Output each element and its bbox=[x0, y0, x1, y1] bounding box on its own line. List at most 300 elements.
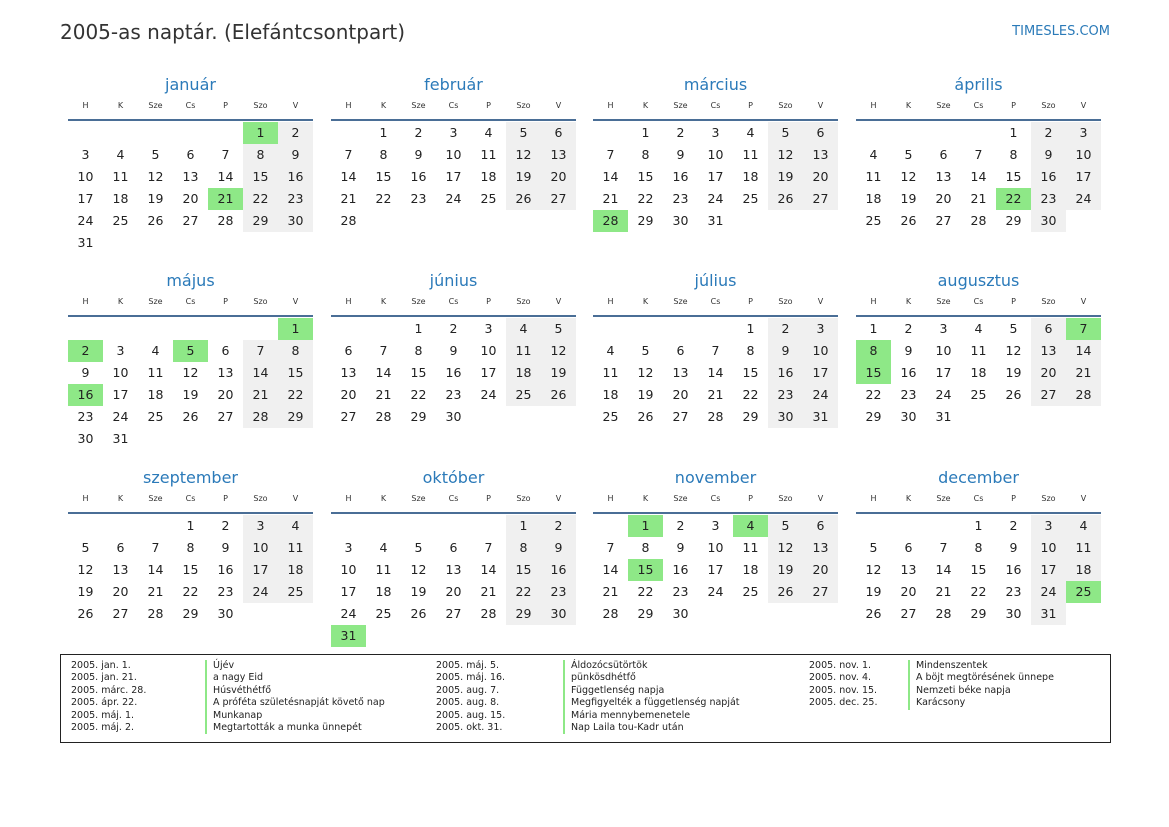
holiday-row bbox=[809, 660, 1054, 672]
weekday-label: V bbox=[1080, 101, 1087, 110]
empty-cell bbox=[208, 318, 243, 340]
month-name: augusztus bbox=[937, 271, 1020, 290]
calendar-day: 13 bbox=[672, 365, 689, 380]
calendar-day: 19 bbox=[77, 584, 94, 599]
weekend-day: 30 bbox=[541, 603, 576, 625]
weekend-day: 9 bbox=[1031, 144, 1066, 166]
empty-cell bbox=[208, 428, 243, 450]
weekday-label: K bbox=[905, 101, 912, 110]
week-row bbox=[593, 559, 838, 581]
site-link[interactable]: TIMESLES.COM bbox=[1012, 24, 1110, 39]
week-row bbox=[331, 384, 576, 406]
weekend-day: 9 bbox=[768, 340, 803, 362]
weekday-label: Cs bbox=[973, 101, 984, 110]
weekday-label: Szo bbox=[516, 101, 531, 110]
weekday-label: V bbox=[817, 101, 824, 110]
calendar-day: 10 bbox=[935, 343, 952, 358]
calendar-day: 19 bbox=[182, 387, 199, 402]
calendar-day: 22 bbox=[410, 387, 427, 402]
weekday-label: Sze bbox=[936, 101, 951, 110]
calendar-day: 14 bbox=[602, 169, 619, 184]
empty-cell bbox=[593, 318, 628, 340]
calendar-day: 2 bbox=[904, 321, 913, 336]
calendar-day: 5 bbox=[904, 147, 913, 162]
calendar-day: 1 bbox=[414, 321, 423, 336]
header-rule bbox=[856, 315, 1101, 317]
weekend-day: 8 bbox=[506, 537, 541, 559]
calendar-day: 26 bbox=[77, 606, 94, 621]
calendar-day: 2 bbox=[676, 518, 685, 533]
calendar-day: 14 bbox=[147, 562, 164, 577]
week-row bbox=[856, 210, 1101, 232]
month-szeptember bbox=[68, 467, 313, 625]
holiday-name: Megfigyelték a függetlenség napját bbox=[563, 697, 740, 709]
calendar-day: 27 bbox=[340, 409, 357, 424]
weekend-day: 31 bbox=[803, 406, 838, 428]
weekday-label: Szo bbox=[778, 101, 793, 110]
weekday-label: H bbox=[870, 494, 877, 503]
calendar-day: 16 bbox=[672, 562, 689, 577]
calendar-day: 20 bbox=[900, 584, 917, 599]
calendar-day: 4 bbox=[606, 343, 615, 358]
weekend-day: 30 bbox=[278, 210, 313, 232]
weekday-label: V bbox=[292, 494, 299, 503]
holiday-name: A próféta születésnapját követő nap bbox=[205, 697, 385, 709]
weekday-header bbox=[593, 99, 838, 119]
weekend-day: 27 bbox=[541, 188, 576, 210]
calendar-day: 2 bbox=[676, 125, 685, 140]
week-row bbox=[593, 603, 838, 625]
weekend-day: 24 bbox=[243, 581, 278, 603]
weekend-day: 6 bbox=[803, 515, 838, 537]
empty-cell bbox=[68, 122, 103, 144]
weekday-label: Szo bbox=[253, 101, 268, 110]
weekend-day: 2 bbox=[1031, 122, 1066, 144]
week-row bbox=[331, 603, 576, 625]
empty-cell bbox=[138, 122, 173, 144]
weekday-label: K bbox=[117, 494, 124, 503]
calendar-day: 25 bbox=[480, 191, 497, 206]
calendar-day: 23 bbox=[410, 191, 427, 206]
calendar-day: 10 bbox=[445, 147, 462, 162]
calendar-day: 14 bbox=[935, 562, 952, 577]
week-row bbox=[593, 122, 838, 144]
weekday-label: Sze bbox=[673, 101, 688, 110]
calendar-day: 24 bbox=[480, 387, 497, 402]
empty-cell bbox=[436, 515, 471, 537]
weekend-day: 13 bbox=[541, 144, 576, 166]
weekday-label: Szo bbox=[1041, 101, 1056, 110]
weekend-day: 22 bbox=[278, 384, 313, 406]
weekday-label: Szo bbox=[1041, 297, 1056, 306]
weekend-day: 15 bbox=[278, 362, 313, 384]
weekday-label: K bbox=[380, 101, 387, 110]
holiday-day: 8 bbox=[856, 340, 891, 362]
month-május bbox=[68, 270, 313, 450]
week-row bbox=[856, 340, 1101, 362]
weekend-day: 26 bbox=[541, 384, 576, 406]
calendar-day: 9 bbox=[81, 365, 90, 380]
weekend-day: 11 bbox=[278, 537, 313, 559]
calendar-day: 26 bbox=[147, 213, 164, 228]
weekend-day: 19 bbox=[768, 559, 803, 581]
calendar-day: 18 bbox=[970, 365, 987, 380]
calendar-day: 18 bbox=[112, 191, 129, 206]
calendar-day: 4 bbox=[974, 321, 983, 336]
holiday-day: 31 bbox=[331, 625, 366, 647]
weekend-day: 10 bbox=[1031, 537, 1066, 559]
calendar-day: 5 bbox=[414, 540, 423, 555]
calendar-day: 29 bbox=[742, 409, 759, 424]
weekday-label: H bbox=[607, 297, 614, 306]
calendar-day: 31 bbox=[707, 213, 724, 228]
calendar-day: 9 bbox=[676, 147, 685, 162]
week-row bbox=[331, 166, 576, 188]
week-row bbox=[331, 188, 576, 210]
calendar-day: 8 bbox=[414, 343, 423, 358]
calendar-day: 6 bbox=[116, 540, 125, 555]
calendar-day: 27 bbox=[182, 213, 199, 228]
week-row bbox=[856, 603, 1101, 625]
calendar-day: 3 bbox=[484, 321, 493, 336]
calendar-day: 11 bbox=[742, 147, 759, 162]
calendar-day: 15 bbox=[742, 365, 759, 380]
calendar-day: 30 bbox=[1005, 606, 1022, 621]
holiday-day: 22 bbox=[996, 188, 1031, 210]
calendar-day: 30 bbox=[445, 409, 462, 424]
week-row bbox=[68, 144, 313, 166]
calendar-day: 13 bbox=[217, 365, 234, 380]
empty-cell bbox=[541, 406, 576, 428]
calendar-day: 17 bbox=[480, 365, 497, 380]
empty-cell bbox=[331, 122, 366, 144]
calendar-day: 7 bbox=[484, 540, 493, 555]
month-július bbox=[593, 270, 838, 428]
calendar-day: 1 bbox=[746, 321, 755, 336]
weekend-day: 2 bbox=[768, 318, 803, 340]
weekend-day: 29 bbox=[506, 603, 541, 625]
week-row bbox=[331, 340, 576, 362]
weekend-day: 13 bbox=[803, 537, 838, 559]
weekday-label: V bbox=[1080, 297, 1087, 306]
holiday-name: Mária mennybemenetele bbox=[563, 710, 690, 722]
holiday-date: 2005. jan. 21. bbox=[71, 672, 137, 684]
holiday-name: Megtartották a munka ünnepét bbox=[205, 722, 362, 734]
calendar-day: 24 bbox=[445, 191, 462, 206]
weekend-day: 8 bbox=[243, 144, 278, 166]
empty-cell bbox=[436, 625, 471, 647]
calendar-day: 8 bbox=[379, 147, 388, 162]
weekend-day: 29 bbox=[243, 210, 278, 232]
holiday-day: 25 bbox=[1066, 581, 1101, 603]
calendar-day: 11 bbox=[742, 540, 759, 555]
weekend-day: 24 bbox=[1066, 188, 1101, 210]
calendar-day: 26 bbox=[182, 409, 199, 424]
calendar-day: 19 bbox=[900, 191, 917, 206]
calendar-day: 15 bbox=[1005, 169, 1022, 184]
empty-cell bbox=[138, 515, 173, 537]
weekday-label: Sze bbox=[148, 101, 163, 110]
calendar-day: 28 bbox=[375, 409, 392, 424]
calendar-day: 6 bbox=[186, 147, 195, 162]
header-rule bbox=[68, 512, 313, 514]
holiday-name: Munkanap bbox=[205, 710, 262, 722]
calendar-day: 22 bbox=[182, 584, 199, 599]
weekend-day: 17 bbox=[803, 362, 838, 384]
weekday-label: Szo bbox=[253, 297, 268, 306]
empty-cell bbox=[68, 515, 103, 537]
weekend-day: 23 bbox=[768, 384, 803, 406]
calendar-day: 6 bbox=[344, 343, 353, 358]
holiday-name: a nagy Eid bbox=[205, 672, 263, 684]
empty-cell bbox=[1031, 406, 1066, 428]
calendar-day: 12 bbox=[865, 562, 882, 577]
weekend-day: 26 bbox=[768, 581, 803, 603]
empty-cell bbox=[138, 428, 173, 450]
calendar-day: 13 bbox=[182, 169, 199, 184]
calendar-day: 2 bbox=[1009, 518, 1018, 533]
calendar-day: 7 bbox=[711, 343, 720, 358]
weekday-label: Cs bbox=[448, 297, 459, 306]
weekday-label: K bbox=[380, 494, 387, 503]
calendar-day: 25 bbox=[970, 387, 987, 402]
empty-cell bbox=[366, 625, 401, 647]
weekday-label: Sze bbox=[673, 494, 688, 503]
holiday-row bbox=[71, 660, 385, 672]
calendar-day: 6 bbox=[904, 540, 913, 555]
weekday-label: H bbox=[607, 101, 614, 110]
weekend-day: 12 bbox=[768, 537, 803, 559]
calendar-day: 1 bbox=[1009, 125, 1018, 140]
month-name: február bbox=[424, 75, 483, 94]
empty-cell bbox=[103, 515, 138, 537]
holiday-row bbox=[436, 722, 740, 734]
page-title: 2005-as naptár. (Elefántcsontpart) bbox=[60, 20, 406, 44]
weekend-day: 25 bbox=[506, 384, 541, 406]
calendar-day: 29 bbox=[970, 606, 987, 621]
empty-cell bbox=[173, 232, 208, 254]
weekend-day: 22 bbox=[243, 188, 278, 210]
calendar-day: 28 bbox=[970, 213, 987, 228]
calendar-day: 10 bbox=[707, 540, 724, 555]
holiday-date: 2005. aug. 7. bbox=[436, 684, 500, 696]
holiday-day: 1 bbox=[628, 515, 663, 537]
calendar-day: 16 bbox=[672, 169, 689, 184]
calendar-day: 1 bbox=[869, 321, 878, 336]
weekend-day: 12 bbox=[541, 340, 576, 362]
weekday-label: Sze bbox=[411, 297, 426, 306]
week-row bbox=[331, 581, 576, 603]
weekday-label: Cs bbox=[185, 101, 196, 110]
weekend-day: 17 bbox=[1031, 559, 1066, 581]
weekday-label: V bbox=[817, 297, 824, 306]
calendar-day: 14 bbox=[480, 562, 497, 577]
weekday-label: H bbox=[345, 297, 352, 306]
week-row bbox=[593, 340, 838, 362]
calendar-day: 24 bbox=[707, 191, 724, 206]
holiday-day: 5 bbox=[173, 340, 208, 362]
month-április bbox=[856, 74, 1101, 232]
week-row bbox=[856, 581, 1101, 603]
calendar-day: 11 bbox=[865, 169, 882, 184]
calendar-day: 7 bbox=[939, 540, 948, 555]
calendar-day: 5 bbox=[81, 540, 90, 555]
empty-cell bbox=[436, 210, 471, 232]
week-row bbox=[68, 340, 313, 362]
month-december bbox=[856, 467, 1101, 625]
weekday-label: Cs bbox=[973, 494, 984, 503]
weekday-label: H bbox=[82, 297, 89, 306]
weekday-label: Sze bbox=[148, 297, 163, 306]
calendar-day: 14 bbox=[217, 169, 234, 184]
week-row bbox=[68, 603, 313, 625]
weekend-day: 18 bbox=[278, 559, 313, 581]
weekend-day: 27 bbox=[803, 188, 838, 210]
week-row bbox=[331, 122, 576, 144]
holiday-day: 21 bbox=[208, 188, 243, 210]
weekend-day: 3 bbox=[243, 515, 278, 537]
calendar-day: 9 bbox=[676, 540, 685, 555]
calendar-day: 12 bbox=[637, 365, 654, 380]
empty-cell bbox=[401, 515, 436, 537]
week-row bbox=[68, 515, 313, 537]
calendar-day: 27 bbox=[217, 409, 234, 424]
calendar-day: 23 bbox=[1005, 584, 1022, 599]
empty-cell bbox=[961, 406, 996, 428]
week-row bbox=[856, 188, 1101, 210]
weekday-header bbox=[68, 295, 313, 315]
holiday-name: Áldozócsütörtök bbox=[563, 660, 647, 672]
weekday-label: Sze bbox=[936, 297, 951, 306]
holiday-date: 2005. okt. 31. bbox=[436, 721, 503, 733]
week-row bbox=[68, 122, 313, 144]
calendar-day: 31 bbox=[935, 409, 952, 424]
calendar-day: 26 bbox=[637, 409, 654, 424]
week-row bbox=[331, 144, 576, 166]
calendar-day: 27 bbox=[900, 606, 917, 621]
weekend-day: 12 bbox=[768, 144, 803, 166]
calendar-day: 21 bbox=[340, 191, 357, 206]
month-name: december bbox=[938, 468, 1019, 487]
calendar-day: 10 bbox=[77, 169, 94, 184]
calendar-day: 25 bbox=[865, 213, 882, 228]
calendar-day: 24 bbox=[935, 387, 952, 402]
weekend-day: 16 bbox=[768, 362, 803, 384]
calendar-day: 27 bbox=[672, 409, 689, 424]
holiday-day: 4 bbox=[733, 515, 768, 537]
empty-cell bbox=[366, 210, 401, 232]
weekday-label: H bbox=[82, 494, 89, 503]
month-február bbox=[331, 74, 576, 232]
weekend-day: 20 bbox=[1031, 362, 1066, 384]
week-row bbox=[68, 428, 313, 450]
calendar-day: 12 bbox=[900, 169, 917, 184]
calendar-day: 3 bbox=[449, 125, 458, 140]
holiday-day: 16 bbox=[68, 384, 103, 406]
week-row bbox=[856, 406, 1101, 428]
empty-cell bbox=[663, 318, 698, 340]
calendar-day: 20 bbox=[182, 191, 199, 206]
calendar-day: 5 bbox=[1009, 321, 1018, 336]
weekday-label: V bbox=[817, 494, 824, 503]
calendar-day: 11 bbox=[480, 147, 497, 162]
holiday-name: A böjt megtörésének ünnepe bbox=[908, 672, 1054, 684]
calendar-day: 21 bbox=[602, 191, 619, 206]
calendar-day: 18 bbox=[375, 584, 392, 599]
empty-cell bbox=[243, 232, 278, 254]
weekend-day: 30 bbox=[768, 406, 803, 428]
week-row bbox=[856, 515, 1101, 537]
week-row bbox=[68, 362, 313, 384]
calendar-day: 12 bbox=[410, 562, 427, 577]
calendar-day: 28 bbox=[480, 606, 497, 621]
weekend-day: 23 bbox=[278, 188, 313, 210]
empty-cell bbox=[68, 318, 103, 340]
calendar-day: 3 bbox=[939, 321, 948, 336]
calendar-day: 14 bbox=[375, 365, 392, 380]
calendar-day: 3 bbox=[711, 518, 720, 533]
empty-cell bbox=[768, 210, 803, 232]
calendar-day: 21 bbox=[147, 584, 164, 599]
holiday-name: Mindenszentek bbox=[908, 660, 988, 672]
month-name: november bbox=[674, 468, 757, 487]
calendar-day: 29 bbox=[865, 409, 882, 424]
week-row bbox=[593, 144, 838, 166]
weekend-day: 4 bbox=[278, 515, 313, 537]
calendar-day: 3 bbox=[711, 125, 720, 140]
weekend-day: 13 bbox=[1031, 340, 1066, 362]
calendar-day: 21 bbox=[375, 387, 392, 402]
empty-cell bbox=[173, 318, 208, 340]
week-row bbox=[856, 384, 1101, 406]
calendar-day: 4 bbox=[151, 343, 160, 358]
weekend-day: 19 bbox=[506, 166, 541, 188]
calendar-day: 15 bbox=[410, 365, 427, 380]
weekday-label: Szo bbox=[516, 297, 531, 306]
weekday-label: K bbox=[117, 297, 124, 306]
month-name: március bbox=[683, 75, 748, 94]
calendar-day: 8 bbox=[1009, 147, 1018, 162]
calendar-day: 22 bbox=[742, 387, 759, 402]
calendar-day: 23 bbox=[445, 387, 462, 402]
empty-cell bbox=[856, 515, 891, 537]
weekday-label: Cs bbox=[710, 297, 721, 306]
weekday-label: P bbox=[223, 297, 228, 306]
weekend-day: 25 bbox=[278, 581, 313, 603]
weekday-label: V bbox=[1080, 494, 1087, 503]
month-name: október bbox=[422, 468, 485, 487]
month-name: június bbox=[429, 271, 478, 290]
holiday-name: Karácsony bbox=[908, 697, 965, 709]
weekday-label: H bbox=[82, 101, 89, 110]
calendar-day: 9 bbox=[1009, 540, 1018, 555]
calendar-day: 11 bbox=[602, 365, 619, 380]
calendar-day: 25 bbox=[602, 409, 619, 424]
empty-cell bbox=[471, 625, 506, 647]
weekday-label: K bbox=[117, 101, 124, 110]
weekend-day: 20 bbox=[803, 559, 838, 581]
calendar-day: 4 bbox=[746, 125, 755, 140]
month-name: április bbox=[954, 75, 1003, 94]
week-row bbox=[593, 406, 838, 428]
holiday-date: 2005. máj. 5. bbox=[436, 660, 500, 671]
calendar-day: 18 bbox=[742, 169, 759, 184]
week-row bbox=[593, 362, 838, 384]
calendar-day: 2 bbox=[449, 321, 458, 336]
weekend-day: 11 bbox=[1066, 537, 1101, 559]
week-row bbox=[331, 406, 576, 428]
weekday-label: P bbox=[223, 101, 228, 110]
